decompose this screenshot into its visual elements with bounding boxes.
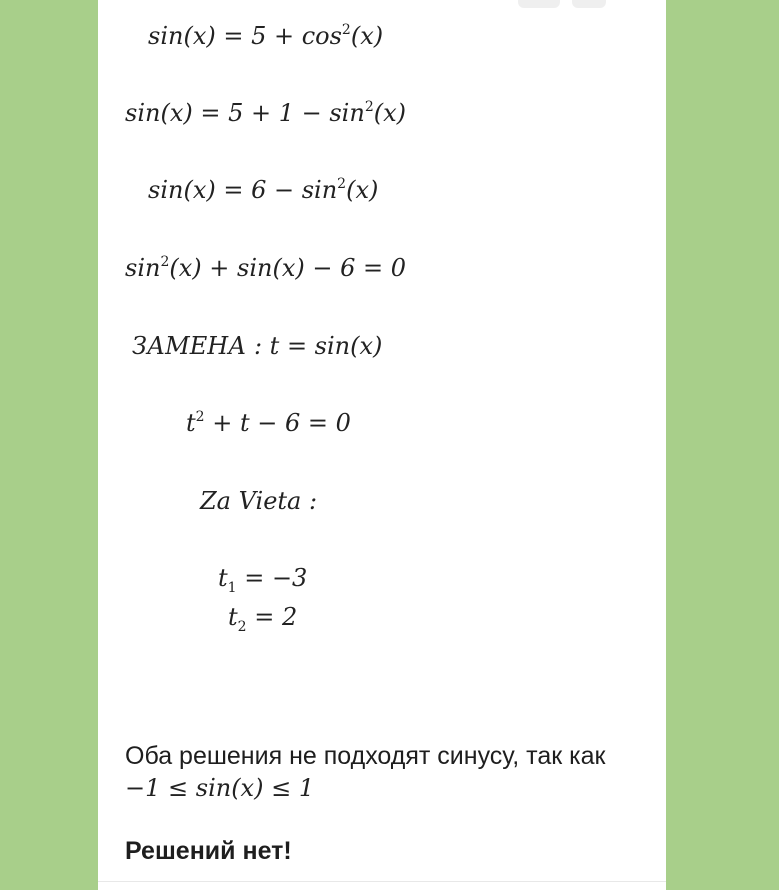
vieta-heading: Za Vieta : <box>200 487 318 515</box>
equation-2: $\sin(x) = 5 + 1 - \sin^2(x)$ <box>125 99 406 127</box>
ghost-element <box>518 0 560 8</box>
equation-3: $\sin(x) = 6 - \sin^2(x)$ <box>148 176 379 204</box>
root-1: $t_1 = -3$ <box>218 564 308 596</box>
ghost-element <box>572 0 606 8</box>
equation-1: $\sin(x) = 5 + \cos^2(x)$ <box>148 22 384 50</box>
sine-range: −1 ≤ sin(x) ≤ 1 <box>125 774 315 802</box>
equation-4: $\sin^2(x) + \sin(x) - 6 = 0$ <box>125 254 406 282</box>
divider <box>98 881 666 882</box>
substitution-line: ЗАМЕНА : t = sin(x) <box>132 332 383 360</box>
conclusion-text: Оба решения не подходят синусу, так как <box>125 742 606 770</box>
root-2: $t_2 = 2$ <box>228 603 298 635</box>
final-answer: Решений нет! <box>125 837 292 865</box>
quadratic-equation: $t^2 + t - 6 = 0$ <box>186 409 351 437</box>
